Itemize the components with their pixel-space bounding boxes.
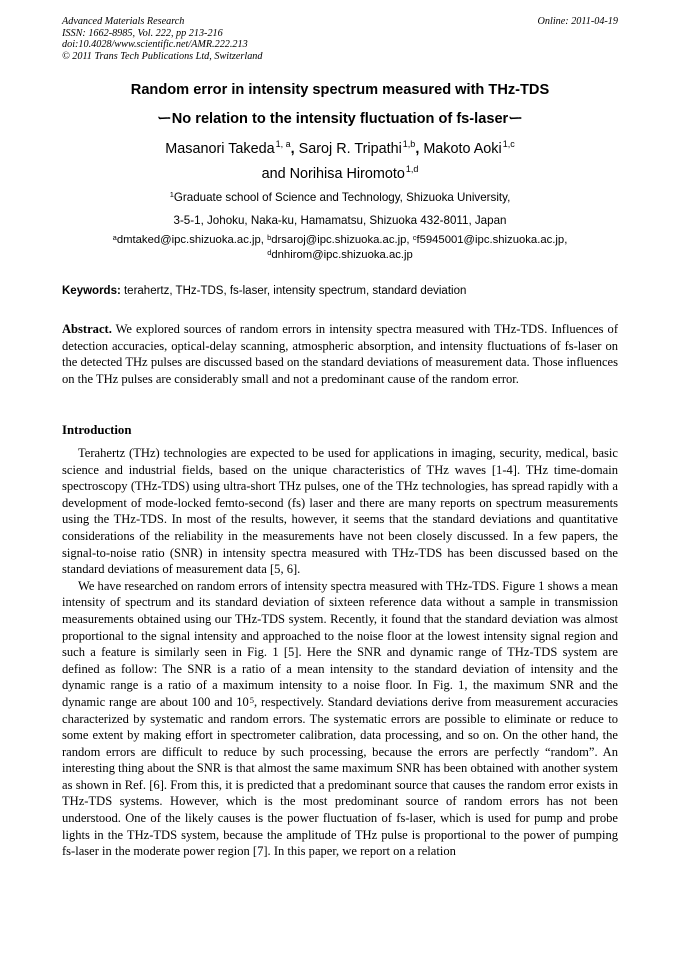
author-affiliation-mark: 1, a (275, 139, 291, 149)
journal-name: Advanced Materials Research (62, 16, 185, 27)
paragraph: Terahertz (THz) technologies are expected to be used for applications in imaging, security, medical, basic science and industrial fields, based on the unique characteristics of THz waves [1-4]. THz time-domain spectroscopy (THz-TDS) using ultra-short THz pulses, one of the THz technologies, has spread rapidly with a development of mode-locked femto-second (fs) laser and there are many reports on spectrum measurements using the THz-TDS. In most of the results, however, it seems that the standard deviations and quantitative considerations of the reliability in the measurements have not been closely discussed. In a few papers, the signal-to-noise ratio (SNR) in intensity spectra measured with THz-TDS has been discussed based on the standard deviations of measurement data [5, 6]. (62, 446, 618, 577)
author-affiliation-mark: 1,b (402, 139, 416, 149)
paper-subtitle: ーNo relation to the intensity fluctuation of fs-laserー (157, 111, 523, 127)
abstract (62, 321, 618, 387)
copyright-line: © 2011 Trans Tech Publications Ltd, Switzerland (62, 50, 263, 62)
journal-header (62, 16, 618, 62)
affiliation-line-1: $^1$Graduate school of Science and Technology, Shizuoka University, (169, 190, 511, 204)
paragraph: We have researched on random errors of intensity spectra measured with THz-TDS. Figure 1 shows a mean intensity of spectrum and its standard deviation of sixteen reference data without a sample in transmission measurements obtained using our THz-TDS system. Recently, it found that the standard deviation was almost proportional to the signal intensity and approached to the noise floor at the lowest intensity signal region and such a feature is similarly seen in Fig. 1 [5]. Here the SNR and dynamic range of THz-TDS system are defined as follow: The SNR is a ratio of a mean intensity to the standard deviation of intensity and the dynamic range is a ratio of a maximum intensity to a noise floor. In Fig. 1, the maximum SNR and the dynamic range are about 100 and $10^5$, respectively. Standard deviations derive from measurement accuracies characterized by systematic and random errors. The systematic errors are possible to eliminate or reduce to some extent by making effort in spectrometer calibration, data processing, and so on. On the other hand, the random errors are difficult to reduce by such processing, because the errors are perfectly “random”. An interesting thing about the SNR is that almost the same maximum SNR has been obtained with another system as shown in Ref. [6]. From this, it is predicted that a predominant source that causes the random error exists in THz-TDS systems. However, which is the most predominant source of random errors has not been understood. One of the likely causes is the power fluctuation of fs-laser, which is used for pump and probe lights in the THz-TDS system, because the amplitude of THz pulse is proportional to the power of pumping fs-laser in the moderate power region [7]. In this paper, we report on a relation (62, 578, 619, 859)
affiliation-mark: 1 (169, 190, 174, 199)
author-name: and Norihisa Hiromoto (261, 166, 405, 182)
section-heading-introduction: Introduction (62, 423, 132, 437)
email-address: dmtaked@ipc.shizuoka.ac.jp, (116, 234, 268, 246)
affiliation-line-2: 3-5-1, Johoku, Naka-ku, Hamamatsu, Shizuoka 432-8011, Japan (173, 214, 507, 227)
author-affiliation-mark: 1,d (405, 164, 419, 174)
email-line-1: $^a$dmtaked@ipc.shizuoka.ac.jp, $^b$drsaroj@ipc.shizuoka.ac.jp, $^c$f5945001@ipc.shizuoka.ac.jp, (112, 233, 568, 246)
author-name: Makoto Aoki (423, 141, 502, 157)
abstract-label: Abstract. (62, 322, 112, 336)
email-address: f5945001@ipc.shizuoka.ac.jp, (416, 234, 568, 246)
keywords-label: Keywords: (62, 285, 121, 297)
author-list-continued (62, 166, 618, 182)
author-list: Masanori Takeda$^{1, a}$, Saroj R. Tripathi$^{1,b}$, Makoto Aoki$^{1,c}$ (165, 139, 515, 157)
keywords-text: terahertz, THz-TDS, fs-laser, intensity spectrum, standard deviation (120, 285, 467, 297)
email-line-2: $^d$dnhirom@ipc.shizuoka.ac.jp (267, 248, 413, 261)
author-name: Saroj R. Tripathi (298, 141, 402, 157)
abstract-text: We explored sources of random errors in intensity spectra measured with THz-TDS. Influences of detection accuracies, optical-delay scanning, atmospheric absorption, and intensity fluctuations of fs-laser on the detected THz pulses are discussed based on the standard deviations of measurement data. Those influences on the THz pulses are considerably small and not a predominant cause of the random error. (62, 322, 618, 386)
email-address: dnhirom@ipc.shizuoka.ac.jp (271, 249, 413, 261)
author-name: Masanori Takeda (165, 141, 275, 157)
introduction-body (62, 445, 618, 860)
online-date: Online: 2011-04-19 (537, 16, 618, 27)
email-address: drsaroj@ipc.shizuoka.ac.jp, (271, 234, 413, 246)
keywords (62, 285, 618, 297)
paper-title: Random error in intensity spectrum measured with THz-TDS (130, 82, 550, 98)
issn-line: ISSN: 1662-8985, Vol. 222, pp 213-216 (62, 27, 223, 39)
doi-line: doi:10.4028/www.scientific.net/AMR.222.213 (62, 39, 248, 51)
author-affiliation-mark: 1,c (502, 139, 515, 149)
